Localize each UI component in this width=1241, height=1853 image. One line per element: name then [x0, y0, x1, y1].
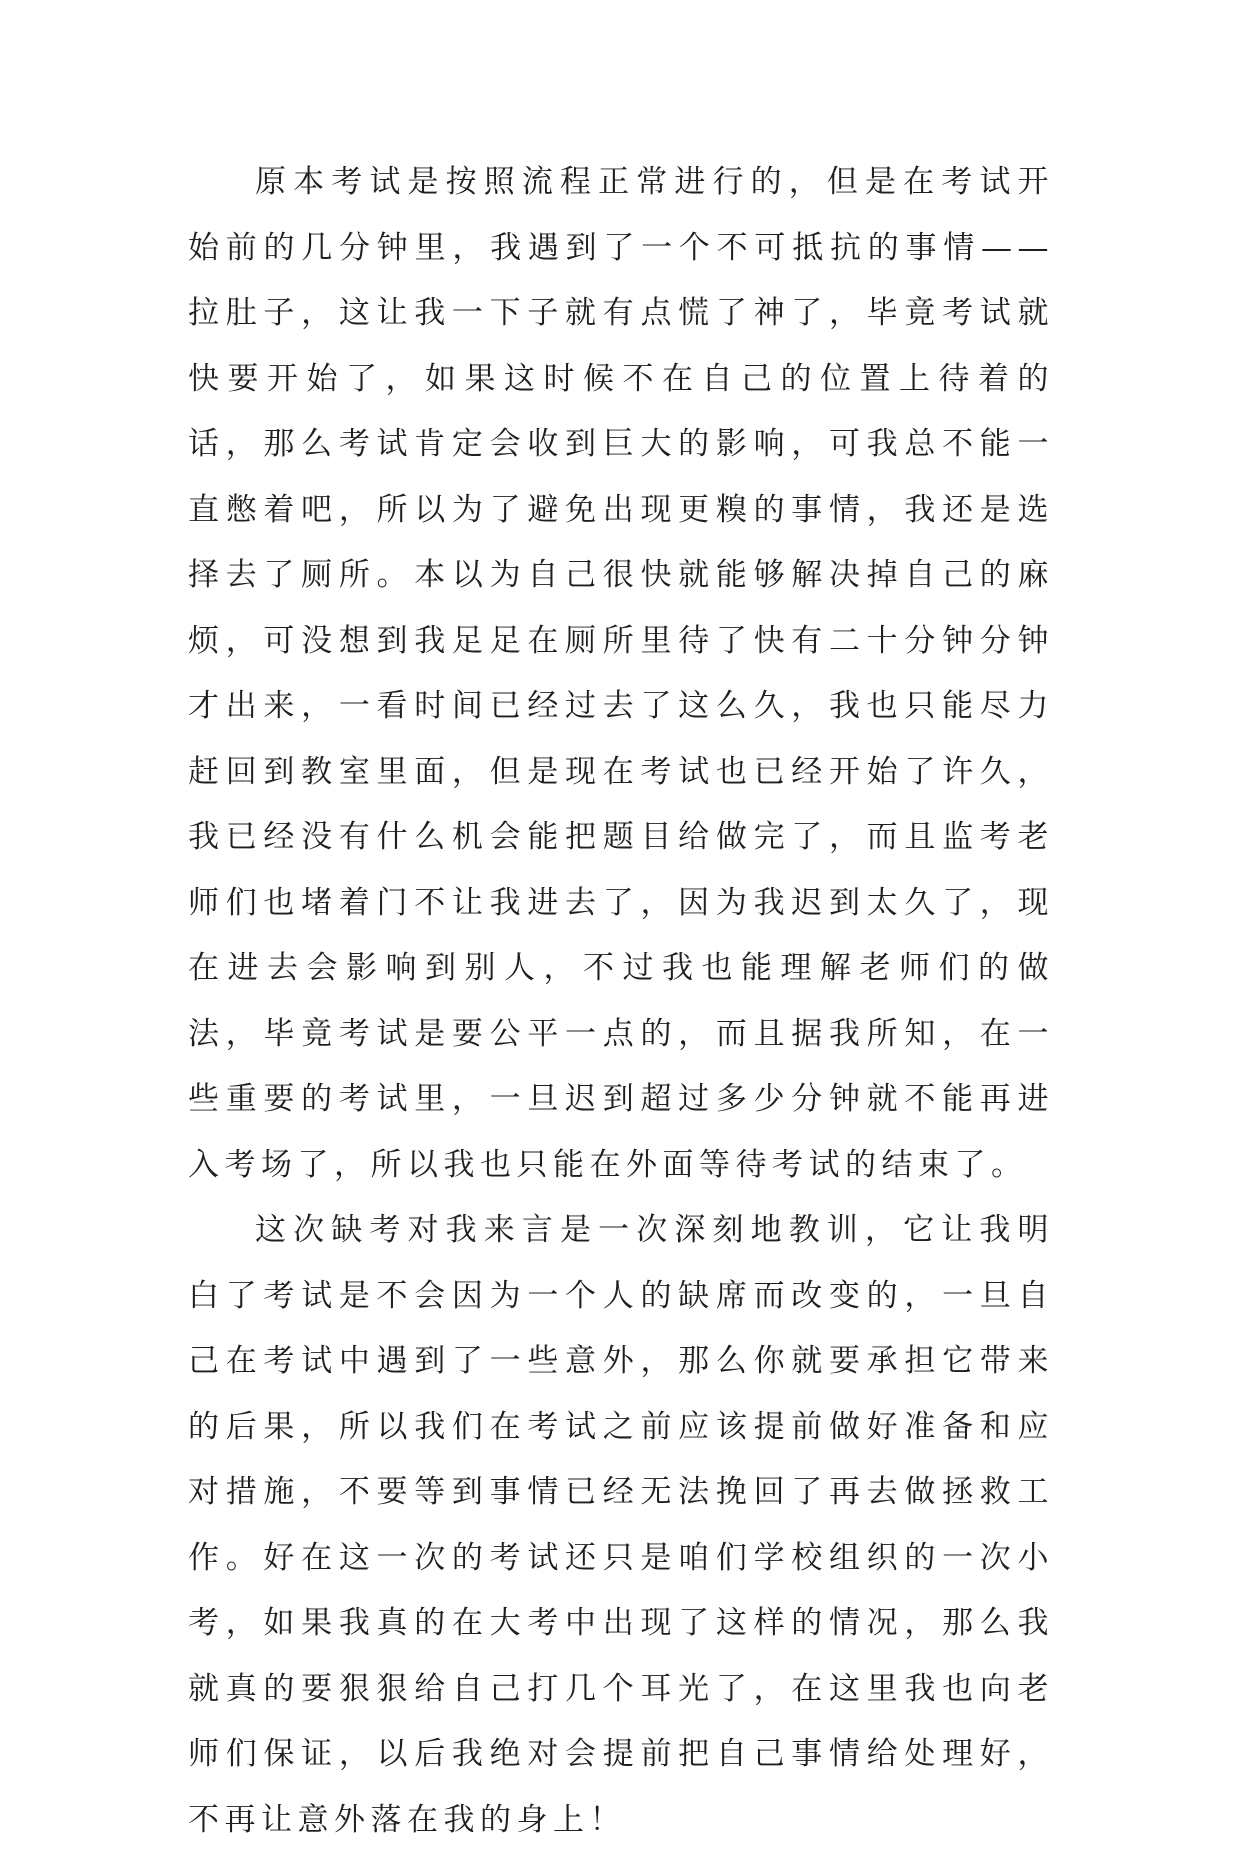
paragraph-1: 原本考试是按照流程正常进行的，但是在考试开始前的几分钟里，我遇到了一个不可抵抗的事情——拉肚子，这让我一下子就有点慌了神了，毕竟考试就快要开始了，如果这时候不在自己的位置上待着的话，那么考试肯定会收到巨大的影响，可我总不能一直憋着吧，所以为了避免出现更糗的事情，我还是选择去了厕所。本以为自己很快就能够解决掉自己的麻烦，可没想到我足足在厕所里待了快有二十分钟分钟才出来，一看时间已经过去了这么久，我也只能尽力赶回到教室里面，但是现在考试也已经开始了许久，我已经没有什么机会能把题目给做完了，而且监考老师们也堵着门不让我进去了，因为我迟到太久了，现在进去会影响到别人，不过我也能理解老师们的做法，毕竟考试是要公平一点的，而且据我所知，在一些重要的考试里，一旦迟到超过多少分钟就不能再进入考场了，所以我也只能在外面等待考试的结束了。	[188, 164, 1054, 1183]
paragraph-2: 这次缺考对我来言是一次深刻地教训，它让我明白了考试是不会因为一个人的缺席而改变的，一旦自己在考试中遇到了一些意外，那么你就要承担它带来的后果，所以我们在考试之前应该提前做好准备和应对措施，不要等到事情已经无法挽回了再去做拯救工作。好在这一次的考试还只是咱们学校组织的一次小考，如果我真的在大考中出现了这样的情况，那么我就真的要狠狠给自己打几个耳光了，在这里我也向老师们保证，以后我绝对会提前把自己事情给处理好，不再让意外落在我的身上！	[188, 1212, 1054, 1838]
document-page	[188, 150, 1054, 1853]
